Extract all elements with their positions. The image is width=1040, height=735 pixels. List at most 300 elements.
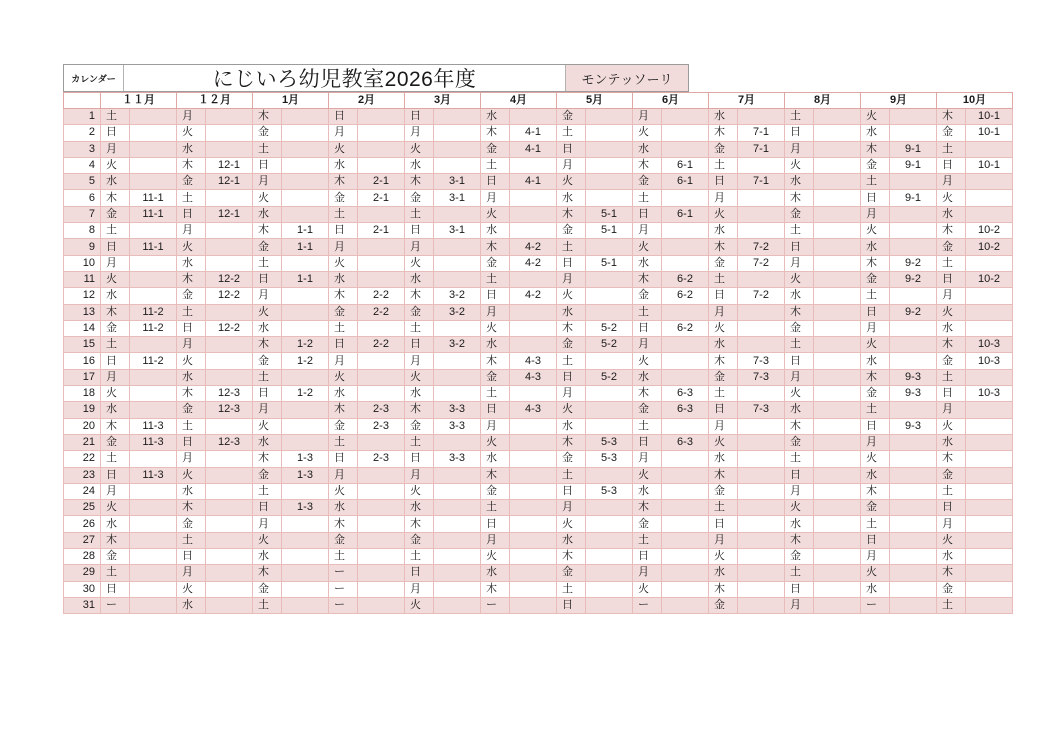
- lesson-code-cell: [966, 581, 1013, 597]
- month-header-cell: 10月: [937, 93, 1013, 109]
- lesson-code-cell: [966, 190, 1013, 206]
- weekday-cell: 日: [481, 402, 510, 418]
- lesson-code-cell: [358, 597, 405, 613]
- lesson-code-cell: [130, 597, 177, 613]
- month-header-cell: 7月: [709, 93, 785, 109]
- weekday-cell: 金: [633, 402, 662, 418]
- lesson-code-cell: 4-2: [510, 288, 557, 304]
- weekday-cell: 日: [405, 337, 434, 353]
- lesson-code-cell: [510, 418, 557, 434]
- lesson-code-cell: 4-1: [510, 141, 557, 157]
- lesson-code-cell: 11-1: [130, 206, 177, 222]
- weekday-cell: 土: [709, 386, 738, 402]
- lesson-code-cell: [662, 483, 709, 499]
- lesson-code-cell: [738, 320, 785, 336]
- weekday-cell: 月: [101, 483, 130, 499]
- weekday-cell: 火: [329, 483, 358, 499]
- lesson-code-cell: 9-2: [890, 304, 937, 320]
- lesson-code-cell: 2-3: [358, 418, 405, 434]
- lesson-code-cell: [586, 174, 633, 190]
- lesson-code-cell: [966, 483, 1013, 499]
- weekday-cell: 水: [405, 271, 434, 287]
- weekday-cell: 日: [101, 353, 130, 369]
- lesson-code-cell: [586, 157, 633, 173]
- lesson-code-cell: [130, 402, 177, 418]
- lesson-code-cell: [814, 109, 861, 125]
- weekday-cell: 土: [633, 418, 662, 434]
- lesson-code-cell: [130, 565, 177, 581]
- lesson-code-cell: [130, 500, 177, 516]
- weekday-cell: 木: [633, 271, 662, 287]
- weekday-cell: 日: [253, 386, 282, 402]
- weekday-cell: 金: [101, 549, 130, 565]
- weekday-cell: 火: [405, 483, 434, 499]
- weekday-cell: 金: [253, 239, 282, 255]
- weekday-cell: 土: [177, 304, 206, 320]
- weekday-cell: 日: [709, 288, 738, 304]
- weekday-cell: 火: [709, 434, 738, 450]
- weekday-cell: 木: [861, 141, 890, 157]
- lesson-code-cell: [814, 386, 861, 402]
- lesson-code-cell: [358, 255, 405, 271]
- weekday-cell: 水: [177, 255, 206, 271]
- lesson-code-cell: 3-2: [434, 304, 481, 320]
- day-number-cell: 27: [64, 532, 101, 548]
- weekday-cell: 日: [861, 304, 890, 320]
- day-number-cell: 23: [64, 467, 101, 483]
- weekday-cell: 火: [785, 157, 814, 173]
- weekday-cell: 土: [709, 500, 738, 516]
- weekday-cell: 月: [405, 467, 434, 483]
- weekday-cell: 金: [481, 369, 510, 385]
- lesson-code-cell: [814, 467, 861, 483]
- weekday-cell: 月: [709, 190, 738, 206]
- lesson-code-cell: [510, 516, 557, 532]
- weekday-cell: 金: [329, 418, 358, 434]
- weekday-cell: 日: [633, 320, 662, 336]
- lesson-code-cell: [130, 386, 177, 402]
- weekday-cell: 木: [481, 581, 510, 597]
- lesson-code-cell: [206, 255, 253, 271]
- lesson-code-cell: [434, 239, 481, 255]
- weekday-cell: 木: [481, 467, 510, 483]
- lesson-code-cell: [206, 190, 253, 206]
- lesson-code-cell: [890, 402, 937, 418]
- lesson-code-cell: 9-3: [890, 369, 937, 385]
- weekday-cell: 木: [101, 190, 130, 206]
- lesson-code-cell: [814, 157, 861, 173]
- weekday-cell: 金: [253, 125, 282, 141]
- weekday-cell: 月: [253, 402, 282, 418]
- weekday-cell: 木: [101, 418, 130, 434]
- weekday-cell: 月: [709, 532, 738, 548]
- weekday-cell: 月: [405, 581, 434, 597]
- weekday-cell: 土: [785, 223, 814, 239]
- lesson-code-cell: [206, 483, 253, 499]
- weekday-cell: 月: [557, 386, 586, 402]
- weekday-cell: 金: [861, 386, 890, 402]
- weekday-cell: 火: [405, 141, 434, 157]
- lesson-code-cell: [510, 597, 557, 613]
- lesson-code-cell: [586, 418, 633, 434]
- weekday-cell: 月: [633, 565, 662, 581]
- lesson-code-cell: [966, 141, 1013, 157]
- day-number-cell: 8: [64, 223, 101, 239]
- weekday-cell: 木: [633, 157, 662, 173]
- weekday-cell: 木: [405, 402, 434, 418]
- weekday-cell: 火: [405, 369, 434, 385]
- lesson-code-cell: [358, 483, 405, 499]
- weekday-cell: 日: [253, 500, 282, 516]
- lesson-code-cell: 2-2: [358, 304, 405, 320]
- lesson-code-cell: [130, 223, 177, 239]
- weekday-cell: 日: [785, 581, 814, 597]
- lesson-code-cell: 10-2: [966, 239, 1013, 255]
- weekday-cell: 土: [709, 271, 738, 287]
- lesson-code-cell: [890, 434, 937, 450]
- lesson-code-cell: 4-1: [510, 125, 557, 141]
- lesson-code-cell: [966, 467, 1013, 483]
- weekday-cell: 金: [481, 255, 510, 271]
- weekday-cell: 木: [557, 434, 586, 450]
- lesson-code-cell: [130, 369, 177, 385]
- weekday-cell: 土: [861, 288, 890, 304]
- weekday-cell: 水: [253, 320, 282, 336]
- weekday-cell: 月: [177, 109, 206, 125]
- weekday-cell: 木: [937, 565, 966, 581]
- weekday-cell: ー: [329, 597, 358, 613]
- lesson-code-cell: [510, 157, 557, 173]
- weekday-cell: 木: [481, 125, 510, 141]
- lesson-code-cell: 10-1: [966, 157, 1013, 173]
- weekday-cell: 金: [405, 532, 434, 548]
- weekday-cell: 木: [557, 549, 586, 565]
- lesson-code-cell: 5-1: [586, 206, 633, 222]
- lesson-code-cell: 3-1: [434, 190, 481, 206]
- weekday-cell: 木: [785, 418, 814, 434]
- lesson-code-cell: [206, 532, 253, 548]
- weekday-cell: 火: [709, 206, 738, 222]
- lesson-code-cell: [890, 320, 937, 336]
- weekday-cell: 水: [329, 500, 358, 516]
- weekday-cell: 金: [177, 288, 206, 304]
- lesson-code-cell: 9-2: [890, 271, 937, 287]
- table-row: [64, 271, 1013, 287]
- weekday-cell: 土: [329, 206, 358, 222]
- day-number-cell: 20: [64, 418, 101, 434]
- lesson-code-cell: 4-3: [510, 369, 557, 385]
- weekday-cell: ー: [329, 581, 358, 597]
- weekday-cell: 水: [329, 271, 358, 287]
- lesson-code-cell: 4-3: [510, 353, 557, 369]
- weekday-cell: 月: [329, 353, 358, 369]
- weekday-cell: 月: [937, 402, 966, 418]
- lesson-code-cell: [510, 320, 557, 336]
- weekday-cell: 日: [481, 288, 510, 304]
- lesson-code-cell: [890, 206, 937, 222]
- calendar-label: カレンダー: [64, 65, 124, 91]
- weekday-cell: 月: [405, 353, 434, 369]
- day-number-cell: 26: [64, 516, 101, 532]
- lesson-code-cell: 7-2: [738, 239, 785, 255]
- weekday-cell: 金: [329, 532, 358, 548]
- weekday-cell: 火: [177, 239, 206, 255]
- weekday-cell: 土: [633, 190, 662, 206]
- weekday-cell: ー: [101, 597, 130, 613]
- lesson-code-cell: 9-1: [890, 157, 937, 173]
- weekday-cell: 月: [481, 190, 510, 206]
- lesson-code-cell: [434, 206, 481, 222]
- lesson-code-cell: [966, 500, 1013, 516]
- weekday-cell: 火: [861, 451, 890, 467]
- lesson-code-cell: 7-1: [738, 125, 785, 141]
- lesson-code-cell: 7-1: [738, 141, 785, 157]
- table-row: [64, 549, 1013, 565]
- lesson-code-cell: 6-3: [662, 434, 709, 450]
- weekday-cell: 月: [709, 418, 738, 434]
- weekday-cell: 土: [177, 532, 206, 548]
- weekday-cell: 火: [937, 418, 966, 434]
- lesson-code-cell: 10-3: [966, 386, 1013, 402]
- weekday-cell: 水: [557, 418, 586, 434]
- month-header-cell: １２月: [177, 93, 253, 109]
- weekday-cell: 水: [633, 255, 662, 271]
- lesson-code-cell: 2-1: [358, 223, 405, 239]
- table-row: [64, 174, 1013, 190]
- table-row: [64, 239, 1013, 255]
- lesson-code-cell: 11-2: [130, 320, 177, 336]
- lesson-code-cell: [662, 239, 709, 255]
- lesson-code-cell: [206, 109, 253, 125]
- lesson-code-cell: 12-2: [206, 271, 253, 287]
- weekday-cell: 水: [253, 549, 282, 565]
- weekday-cell: 金: [405, 418, 434, 434]
- lesson-code-cell: [206, 337, 253, 353]
- lesson-code-cell: [282, 109, 329, 125]
- weekday-cell: 木: [937, 451, 966, 467]
- month-header-cell: 6月: [633, 93, 709, 109]
- lesson-code-cell: [206, 565, 253, 581]
- lesson-code-cell: 5-3: [586, 483, 633, 499]
- weekday-cell: 土: [785, 565, 814, 581]
- lesson-code-cell: 7-2: [738, 255, 785, 271]
- lesson-code-cell: [510, 304, 557, 320]
- lesson-code-cell: [282, 141, 329, 157]
- lesson-code-cell: [282, 304, 329, 320]
- lesson-code-cell: [738, 516, 785, 532]
- lesson-code-cell: [130, 532, 177, 548]
- lesson-code-cell: [814, 255, 861, 271]
- weekday-cell: 土: [101, 223, 130, 239]
- day-number-cell: 14: [64, 320, 101, 336]
- lesson-code-cell: [510, 565, 557, 581]
- day-number-cell: 10: [64, 255, 101, 271]
- month-header-cell: 2月: [329, 93, 405, 109]
- weekday-cell: 火: [101, 386, 130, 402]
- weekday-cell: 日: [785, 467, 814, 483]
- table-row: [64, 288, 1013, 304]
- weekday-cell: 日: [785, 125, 814, 141]
- weekday-cell: 木: [861, 369, 890, 385]
- lesson-code-cell: 11-2: [130, 353, 177, 369]
- weekday-cell: 土: [937, 255, 966, 271]
- weekday-cell: 火: [937, 304, 966, 320]
- lesson-code-cell: 12-2: [206, 320, 253, 336]
- weekday-cell: 月: [481, 304, 510, 320]
- weekday-cell: 木: [177, 386, 206, 402]
- weekday-cell: 金: [633, 516, 662, 532]
- lesson-code-cell: [282, 549, 329, 565]
- lesson-code-cell: 4-1: [510, 174, 557, 190]
- lesson-code-cell: 10-2: [966, 271, 1013, 287]
- lesson-code-cell: [206, 516, 253, 532]
- weekday-cell: 水: [709, 337, 738, 353]
- lesson-code-cell: [738, 532, 785, 548]
- lesson-code-cell: [662, 304, 709, 320]
- weekday-cell: 月: [329, 239, 358, 255]
- weekday-cell: 月: [785, 255, 814, 271]
- weekday-cell: 水: [861, 581, 890, 597]
- lesson-code-cell: [510, 549, 557, 565]
- weekday-cell: 土: [937, 597, 966, 613]
- weekday-cell: 土: [101, 451, 130, 467]
- lesson-code-cell: 5-3: [586, 451, 633, 467]
- lesson-code-cell: 1-3: [282, 500, 329, 516]
- lesson-code-cell: 1-3: [282, 451, 329, 467]
- weekday-cell: 土: [861, 174, 890, 190]
- weekday-cell: 日: [481, 516, 510, 532]
- lesson-code-cell: 7-1: [738, 174, 785, 190]
- weekday-cell: 月: [633, 223, 662, 239]
- lesson-code-cell: 6-2: [662, 271, 709, 287]
- lesson-code-cell: [130, 109, 177, 125]
- weekday-cell: 金: [253, 467, 282, 483]
- lesson-code-cell: [738, 157, 785, 173]
- weekday-cell: 火: [785, 500, 814, 516]
- weekday-cell: 水: [557, 304, 586, 320]
- lesson-code-cell: [586, 500, 633, 516]
- weekday-cell: 土: [633, 532, 662, 548]
- lesson-code-cell: [814, 337, 861, 353]
- lesson-code-cell: 9-3: [890, 386, 937, 402]
- lesson-code-cell: [206, 353, 253, 369]
- weekday-cell: 木: [709, 239, 738, 255]
- lesson-code-cell: [586, 239, 633, 255]
- table-row: [64, 304, 1013, 320]
- lesson-code-cell: [966, 418, 1013, 434]
- lesson-code-cell: [510, 434, 557, 450]
- lesson-code-cell: [434, 369, 481, 385]
- lesson-code-cell: [662, 190, 709, 206]
- weekday-cell: 金: [785, 434, 814, 450]
- lesson-code-cell: [586, 565, 633, 581]
- weekday-cell: 水: [937, 549, 966, 565]
- lesson-code-cell: 10-1: [966, 109, 1013, 125]
- day-number-cell: 7: [64, 206, 101, 222]
- weekday-cell: 日: [633, 434, 662, 450]
- lesson-code-cell: [358, 109, 405, 125]
- weekday-cell: 土: [101, 565, 130, 581]
- lesson-code-cell: [890, 125, 937, 141]
- weekday-cell: 火: [633, 353, 662, 369]
- lesson-code-cell: [510, 271, 557, 287]
- lesson-code-cell: [738, 434, 785, 450]
- weekday-cell: 月: [785, 369, 814, 385]
- lesson-code-cell: [966, 516, 1013, 532]
- weekday-cell: 水: [405, 500, 434, 516]
- weekday-cell: 木: [101, 532, 130, 548]
- lesson-code-cell: [738, 271, 785, 287]
- weekday-cell: 日: [481, 174, 510, 190]
- lesson-code-cell: [358, 369, 405, 385]
- weekday-cell: 日: [253, 271, 282, 287]
- lesson-code-cell: 10-1: [966, 125, 1013, 141]
- lesson-code-cell: 4-2: [510, 239, 557, 255]
- weekday-cell: 金: [709, 255, 738, 271]
- table-row: [64, 500, 1013, 516]
- weekday-cell: 火: [101, 500, 130, 516]
- weekday-cell: 土: [329, 320, 358, 336]
- lesson-code-cell: [814, 174, 861, 190]
- lesson-code-cell: [814, 141, 861, 157]
- weekday-cell: 月: [253, 174, 282, 190]
- lesson-code-cell: [206, 467, 253, 483]
- table-row: [64, 369, 1013, 385]
- weekday-cell: 火: [557, 402, 586, 418]
- weekday-cell: 火: [633, 581, 662, 597]
- lesson-code-cell: [814, 206, 861, 222]
- weekday-cell: 火: [329, 141, 358, 157]
- weekday-cell: 土: [557, 125, 586, 141]
- weekday-cell: 水: [861, 353, 890, 369]
- lesson-code-cell: [890, 549, 937, 565]
- lesson-code-cell: 2-2: [358, 288, 405, 304]
- lesson-code-cell: [358, 386, 405, 402]
- lesson-code-cell: [966, 451, 1013, 467]
- lesson-code-cell: 2-3: [358, 451, 405, 467]
- lesson-code-cell: [586, 271, 633, 287]
- weekday-cell: 月: [633, 337, 662, 353]
- lesson-code-cell: [814, 532, 861, 548]
- page-title: にじいろ幼児教室2026年度: [212, 68, 477, 91]
- lesson-code-cell: [890, 451, 937, 467]
- lesson-code-cell: [662, 141, 709, 157]
- lesson-code-cell: 7-2: [738, 288, 785, 304]
- weekday-cell: 木: [177, 157, 206, 173]
- weekday-cell: 土: [405, 549, 434, 565]
- day-number-cell: 28: [64, 549, 101, 565]
- lesson-code-cell: [358, 516, 405, 532]
- weekday-cell: 土: [557, 467, 586, 483]
- weekday-cell: 火: [785, 386, 814, 402]
- lesson-code-cell: [130, 157, 177, 173]
- lesson-code-cell: 6-1: [662, 206, 709, 222]
- lesson-code-cell: [890, 109, 937, 125]
- weekday-cell: 金: [709, 483, 738, 499]
- weekday-cell: 水: [861, 467, 890, 483]
- weekday-cell: 水: [177, 369, 206, 385]
- weekday-cell: 火: [785, 271, 814, 287]
- lesson-code-cell: [434, 500, 481, 516]
- weekday-cell: 木: [329, 402, 358, 418]
- weekday-cell: 木: [405, 174, 434, 190]
- weekday-cell: 土: [481, 157, 510, 173]
- lesson-code-cell: [966, 532, 1013, 548]
- lesson-code-cell: [586, 353, 633, 369]
- lesson-code-cell: [130, 125, 177, 141]
- weekday-cell: 土: [253, 597, 282, 613]
- weekday-cell: 火: [861, 109, 890, 125]
